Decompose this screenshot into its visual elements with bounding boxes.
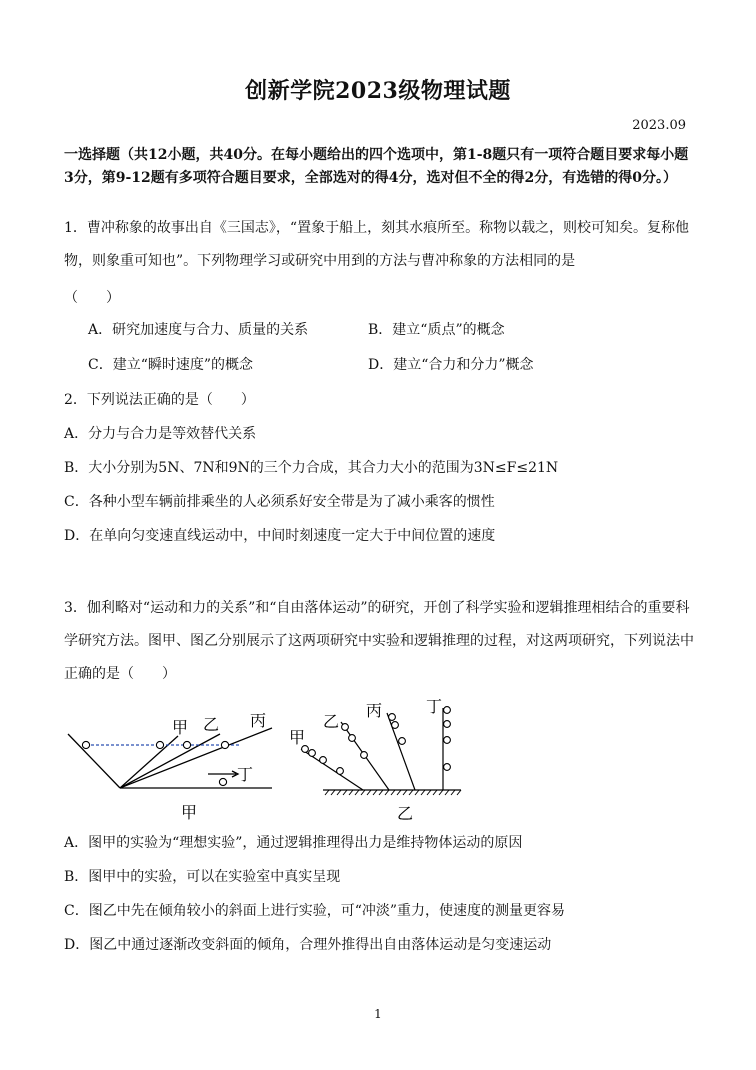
q2-option-c: C．各种小型车辆前排乘坐的人必须系好安全带是为了减小乘客的惯性 xyxy=(64,494,495,510)
q1-option-d: D．建立“合力和分力”概念 xyxy=(368,357,534,373)
q1-stem: 1．曹冲称象的故事出自《三国志》，“置象于船上，刻其水痕所至。称物以载之，则校可知矣。复称他物，则象重可知也”。下列物理学习或研究中用到的方法与曹冲称象的方法相同的是 xyxy=(64,220,690,269)
fig-jia-label-bing: 丙 xyxy=(250,711,267,730)
q3-option-b: B．图甲中的实验，可以在实验室中真实呈现 xyxy=(64,869,341,885)
fig-yi-label-jia: 甲 xyxy=(289,728,306,747)
q1-paren: （ ） xyxy=(64,290,120,306)
section-intro: 一选择题（共12小题，共40分。在每小题给出的四个选项中，第1-8题只有一项符合题目要求每小题3分，第9-12题有多项符合题目要求，全部选对的得4分，选对但不全的得2分，有选错的得0分。） xyxy=(64,147,689,186)
q1-option-c: C．建立“瞬时速度”的概念 xyxy=(88,357,254,373)
fig-jia-label-jia: 甲 xyxy=(172,718,189,737)
figure-yi xyxy=(285,695,470,827)
q1-option-b: B．建立“质点”的概念 xyxy=(368,322,505,338)
fig-jia-label-yi: 乙 xyxy=(203,715,220,734)
fig-yi-label-yi: 乙 xyxy=(323,712,340,731)
q1-option-a: A．研究加速度与合力、质量的关系 xyxy=(88,322,309,338)
fig-jia-label-ding: 丁 xyxy=(237,765,254,784)
figure-jia xyxy=(60,700,285,825)
page-title: 创新学院2023级物理试题 xyxy=(245,78,511,104)
q2-option-b: B．大小分别为5N、7N和9N的三个力合成，其合力大小的范围为3N≤F≤21N xyxy=(64,460,559,476)
q3-option-a: A．图甲的实验为“理想实验”，通过逻辑推理得出力是维持物体运动的原因 xyxy=(64,835,523,851)
exam-date: 2023.09 xyxy=(632,118,686,133)
fig-yi-label-bing: 丙 xyxy=(366,701,383,720)
fig-jia-caption: 甲 xyxy=(181,803,198,822)
fig-yi-caption: 乙 xyxy=(397,804,414,823)
q2-option-a: A．分力与合力是等效替代关系 xyxy=(64,426,257,442)
page-number: 1 xyxy=(374,1007,382,1021)
q2-option-d: D．在单向匀变速直线运动中，中间时刻速度一定大于中间位置的速度 xyxy=(64,528,496,544)
q3-option-c: C．图乙中先在倾角较小的斜面上进行实验，可“冲淡”重力，使速度的测量更容易 xyxy=(64,903,566,919)
q3-option-d: D．图乙中通过逐渐改变斜面的倾角，合理外推得出自由落体运动是匀变速运动 xyxy=(64,937,552,953)
fig-yi-label-ding: 丁 xyxy=(426,697,443,716)
q3-stem: 3．伽利略对“运动和力的关系”和“自由落体运动”的研究，开创了科学实验和逻辑推理相结合的重要科学研究方法。图甲、图乙分别展示了这两项研究中实验和逻辑推理的过程，对这两项研究，下列说法中正确的是（ ） xyxy=(64,600,694,682)
q2-stem: 2．下列说法正确的是（ ） xyxy=(64,392,255,408)
